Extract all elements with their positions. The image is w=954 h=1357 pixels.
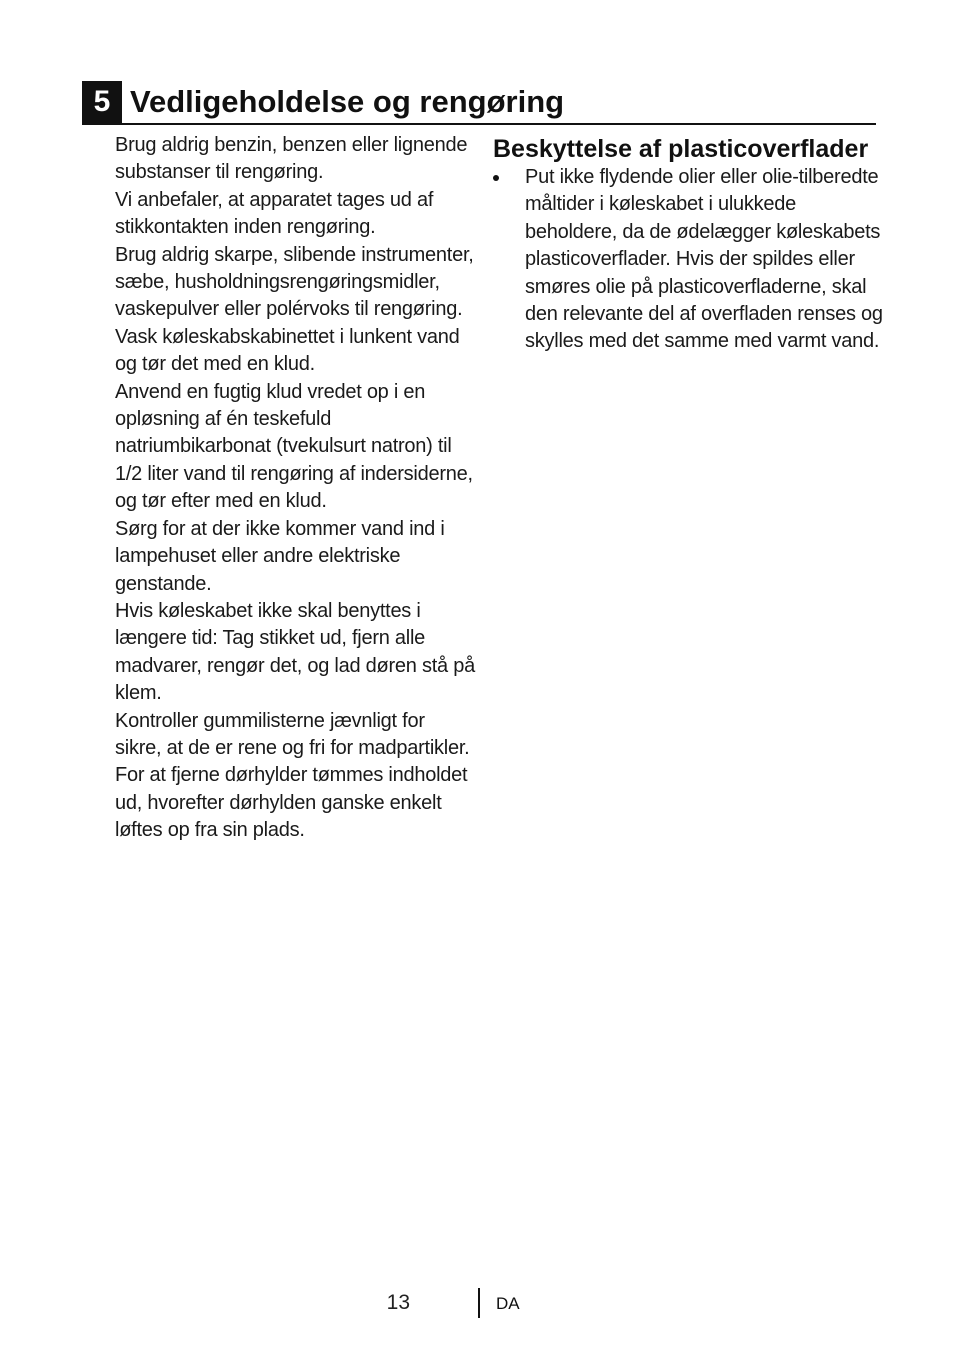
bullet-icon: [493, 175, 499, 181]
paragraph: Brug aldrig skarpe, slibende instrumenter, sæbe, husholdningsrengøringsmidler, vaskepulver eller polérvoks til rengøring.: [115, 243, 474, 321]
paragraph: Vi anbefaler, at apparatet tages ud af stikkontakten inden rengøring.: [115, 188, 434, 239]
paragraph: Vask køleskabskabinettet i lunkent vand og tør det med en klud.: [115, 325, 460, 376]
left-column: [115, 132, 475, 845]
bullet-text: Put ikke flydende olier eller olie-tilberedte måltider i køleskabet i ulukkede beholdere, da de ødelægger køleskabets plasticoverflader. Hvis der spildes eller smøres olie på plasticoverfladerne, skal den relevante del af overfladen renses og skylles med det samme med varmt vand.: [525, 166, 883, 353]
paragraph: Sørg for at der ikke kommer vand ind i lampehuset eller andre elektriske genstande.: [115, 517, 445, 595]
paragraph: Hvis køleskabet ikke skal benyttes i længere tid: Tag stikket ud, fjern alle madvarer, rengør det, og lad døren stå på klem.: [115, 599, 475, 705]
right-column: [493, 135, 883, 356]
section-title: Vedligeholdelse og rengøring: [130, 84, 565, 119]
subheading: Beskyttelse af plasticoverflader: [493, 135, 869, 163]
paragraph: For at fjerne dørhylder tømmes indholdet ud, hvorefter dørhylden ganske enkelt løftes op fra sin plads.: [115, 764, 468, 842]
paragraph: Anvend en fugtig klud vredet op i en opløsning af én teskefuld natriumbikarbonat (tvekulsurt natron) til 1/2 liter vand til rengøring af indersiderne, og tør efter med en klud.: [115, 380, 473, 513]
list-item: [493, 164, 883, 356]
page-number: 13: [386, 1291, 410, 1314]
paragraph: Brug aldrig benzin, benzen eller lignende substanser til rengøring.: [115, 134, 468, 184]
paragraph: Kontroller gummilisterne jævnligt for sikre, at de er rene og fri for madpartikler.: [115, 709, 470, 759]
footer-divider: [478, 1288, 480, 1318]
section-number-badge: 5: [82, 81, 122, 123]
language-code: DA: [496, 1294, 520, 1313]
section-header: [82, 81, 876, 125]
bullet-list: [493, 164, 883, 356]
